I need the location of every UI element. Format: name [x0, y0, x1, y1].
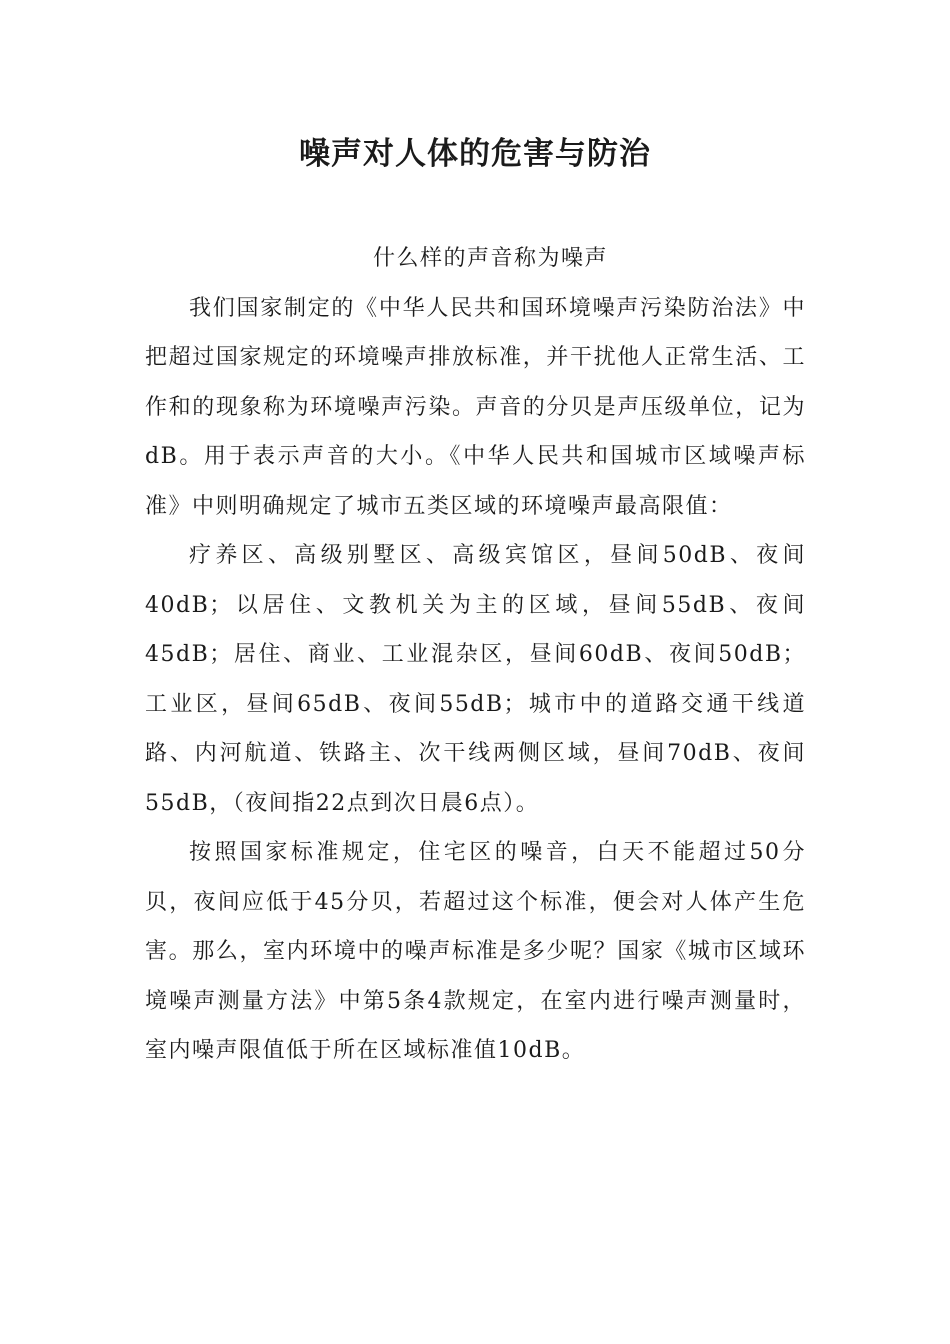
section-subtitle: 什么样的声音称为噪声	[372, 246, 608, 271]
document-body	[145, 234, 806, 1076]
paragraph-zone-limits: 疗养区、高级别墅区、高级宾馆区，昼间50dB、夜间40dB；以居住、文教机关为主的区域，昼间55dB、夜间45dB；居住、商业、工业混杂区，昼间60dB、夜间50dB；工业区，昼间65dB、夜间55dB；城市中的道路交通干线道路、内河航道、铁路主、次干线两侧区域，昼间70dB、夜间55dB，（夜间指22点到次日晨6点）。	[145, 543, 806, 816]
document-title: 噪声对人体的危害与防治	[299, 136, 651, 172]
paragraph-definition: 我们国家制定的《中华人民共和国环境噪声污染防治法》中把超过国家规定的环境噪声排放标准，并干扰他人正常生活、工作和的现象称为环境噪声污染。声音的分贝是声压级单位，记为dB。用于表示声音的大小。《中华人民共和国城市区域噪声标准》中则明确规定了城市五类区域的环境噪声最高限值：	[145, 295, 806, 519]
paragraph-residential-standard: 按照国家标准规定，住宅区的噪音，白天不能超过50分贝，夜间应低于45分贝，若超过这个标准，便会对人体产生危害。那么，室内环境中的噪声标准是多少呢？国家《城市区域环境噪声测量方法》中第5条4款规定，在室内进行噪声测量时，室内噪声限值低于所在区域标准值10dB。	[145, 840, 806, 1063]
